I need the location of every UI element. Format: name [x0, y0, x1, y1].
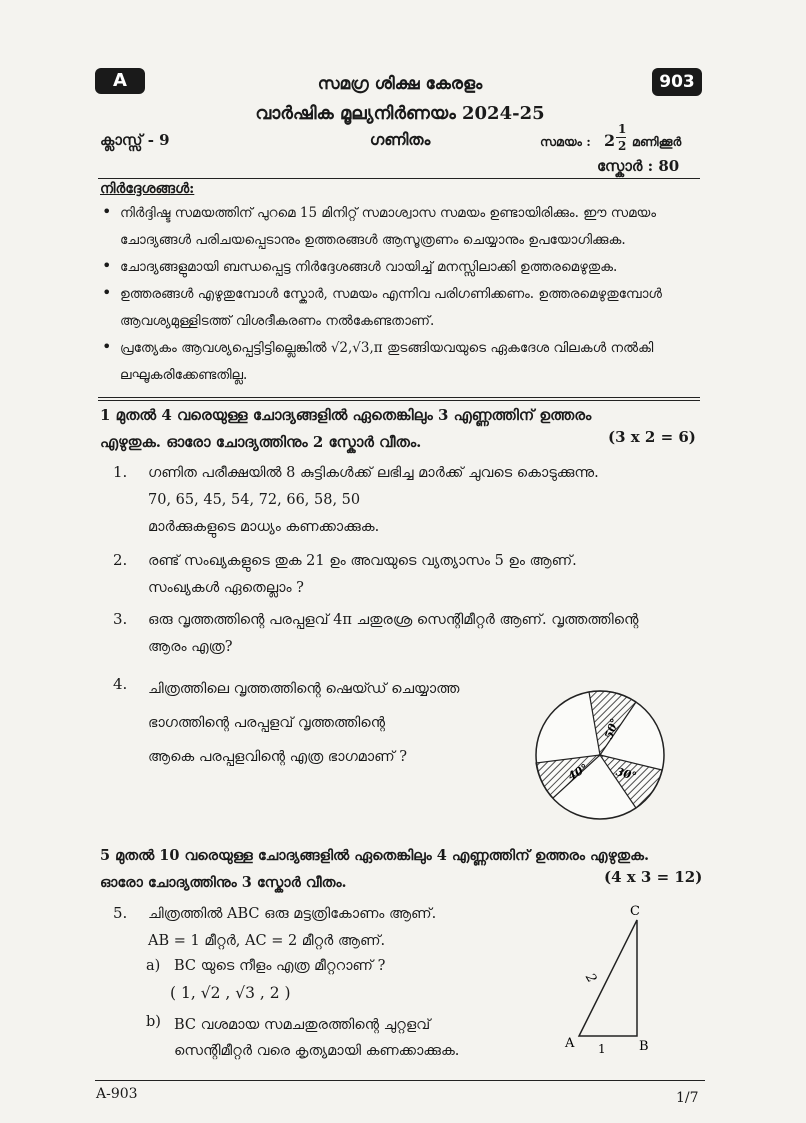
angle-label-40: 40°: [565, 761, 591, 784]
paper-set-badge: A: [95, 68, 145, 94]
instruction-item: • നിർദ്ദിഷ്ട സമയത്തിന് പുറമെ 15 മിനിറ്റ് സമാശ്വാസ സമയം ഉണ്ടായിരിക്കും. ഈ സമയം ചോദ്യങ്ങൾ പരിചയപ്പെടാനും ഉത്തരങ്ങൾ ആസൂത്രണം ചെയ്യാനും ഉപയോഗിക്കുക.: [100, 200, 700, 254]
q5-line2: AB = 1 മീറ്റർ, AC = 2 മീറ്റർ ആണ്.: [148, 933, 386, 949]
footer-code: A-903: [96, 1086, 138, 1102]
section1-marks: (3 x 2 = 6): [608, 428, 696, 446]
q4-line2: ഭാഗത്തിന്റെ പരപ്പളവ് വൃത്തത്തിന്റെ: [148, 715, 386, 731]
q1-number: 1.: [113, 463, 128, 481]
side-ab-label: 1: [598, 1042, 606, 1056]
section2-line2: ഓരോ ചോദ്യത്തിനും 3 സ്കോർ വീതം.: [100, 874, 347, 891]
class-label: ക്ലാസ്സ് - 9: [100, 131, 170, 149]
instructions-divider: [98, 397, 700, 401]
q2-line1: രണ്ട് സംഖ്യകളുടെ തുക 21 ഉം അവയുടെ വ്യത്യാസം 5 ഉം ആണ്.: [148, 553, 577, 569]
q5-line1: ചിത്രത്തിൽ ABC ഒരു മട്ടത്രികോണം ആണ്.: [148, 906, 437, 922]
q4-number: 4.: [113, 675, 128, 693]
q1-text: [148, 460, 708, 541]
q1-data: 70, 65, 45, 54, 72, 66, 58, 50: [148, 492, 361, 508]
q5a-label: a): [146, 958, 161, 974]
q2-text: [148, 548, 708, 602]
q3-number: 3.: [113, 610, 128, 628]
vertex-a: A: [565, 1036, 575, 1051]
q5-text: [148, 901, 528, 955]
exam-title: വാർഷിക മൂല്യനിർണയം 2024-25: [255, 103, 545, 124]
q4-line1: ചിത്രത്തിലെ വൃത്തത്തിന്റെ ഷെയ്ഡ് ചെയ്യാത്ത: [148, 681, 460, 697]
angle-label-30: 30°: [614, 765, 638, 784]
paper-code-badge: 903: [652, 68, 702, 96]
time-unit: മണിക്കൂർ: [632, 134, 682, 149]
q5b-line2: സെന്റിമീറ്റർ വരെ കൃത്യമായി കണക്കാക്കുക.: [174, 1043, 460, 1059]
time-denominator: 2: [618, 139, 627, 153]
time-whole: 2: [604, 131, 616, 150]
q5a-options: ( 1, √2 , √3 , 2 ): [170, 984, 291, 1002]
q3-line1: ഒരു വൃത്തത്തിന്റെ പരപ്പളവ് 4π ചതുരശ്ര സെന്റിമീറ്റർ ആണ്. വൃത്തത്തിന്റെ: [148, 612, 639, 628]
q1-line1: ഗണിത പരീക്ഷയിൽ 8 കുട്ടികൾക്ക് ലഭിച്ച മാർക്ക് ചുവടെ കൊടുക്കുന്നു.: [148, 465, 599, 481]
q4-text: [148, 672, 528, 774]
q2-number: 2.: [113, 551, 128, 569]
max-score: സ്കോർ : 80: [597, 157, 680, 175]
fraction-bar: [616, 137, 626, 138]
footer-divider: [95, 1080, 705, 1081]
angle-label-50: 50°: [602, 716, 622, 741]
instruction-item: • ചോദ്യങ്ങളുമായി ബന്ധപ്പെട്ട നിർദ്ദേശങ്ങൾ വായിച്ച് മനസ്സിലാക്കി ഉത്തരമെഴുതുക.: [100, 254, 700, 281]
section2-line1: 5 മുതൽ 10 വരെയുള്ള ചോദ്യങ്ങളിൽ ഏതെങ്കിലും 4 എണ്ണത്തിന് ഉത്തരം എഴുതുക.: [100, 847, 649, 864]
time-allowed: [540, 122, 705, 160]
q5b-text: [174, 1012, 459, 1064]
section1-line1: 1 മുതൽ 4 വരെയുള്ള ചോദ്യങ്ങളിൽ ഏതെങ്കിലും 3 എണ്ണത്തിന് ഉത്തരം: [100, 406, 592, 424]
q3-text: [148, 607, 708, 661]
q1-line3: മാർക്കുകളുടെ മാധ്യം കണക്കാക്കുക.: [148, 519, 380, 535]
vertex-c: C: [630, 904, 640, 919]
q5b-line1: BC വശമായ സമചതുരത്തിന്റെ ചുറ്റളവ്: [174, 1017, 431, 1033]
side-ac-label: 2: [582, 971, 600, 986]
q3-line2: ആരം എത്ര?: [148, 639, 233, 655]
org-title: സമഗ്ര ശിക്ഷ കേരളം: [317, 74, 483, 94]
header-divider: [98, 178, 700, 179]
q5-triangle-figure: [555, 900, 665, 1060]
time-label: സമയം :: [540, 134, 591, 149]
q4-circle-figure: [530, 680, 670, 830]
section2-marks: (4 x 3 = 12): [604, 868, 703, 886]
instructions-list: [100, 200, 700, 389]
time-numerator: 1: [618, 122, 627, 136]
page-number: 1/7: [676, 1090, 699, 1106]
q5b-label: b): [146, 1014, 161, 1030]
instruction-item: • ഉത്തരങ്ങൾ എഴുതുമ്പോൾ സ്കോർ, സമയം എന്നിവ പരിഗണിക്കണം. ഉത്തരമെഴുതുമ്പോൾ ആവശ്യമുള്ളിടത്ത് വിശദീകരണം നൽകേണ്ടതാണ്.: [100, 281, 700, 335]
q4-line3: ആകെ പരപ്പളവിന്റെ എത്ര ഭാഗമാണ് ?: [148, 749, 408, 765]
section1-line2: എഴുതുക. ഓരോ ചോദ്യത്തിനും 2 സ്കോർ വീതം.: [100, 433, 422, 451]
q5a-text: BC യുടെ നീളം എത്ര മീറ്ററാണ് ?: [174, 958, 386, 974]
vertex-b: B: [639, 1039, 649, 1054]
subject-title: ഗണിതം: [369, 130, 431, 149]
instruction-item: • പ്രത്യേകം ആവശ്യപ്പെട്ടിട്ടില്ലെങ്കിൽ √2,√3,π തുടങ്ങിയവയുടെ ഏകദേശ വിലകൾ നൽകി ലഘൂകരിക്കേണ്ടതില്ല.: [100, 335, 700, 389]
q2-line2: സംഖ്യകൾ ഏതെല്ലാം ?: [148, 580, 304, 596]
q5-number: 5.: [113, 904, 128, 922]
instructions-title: നിർദ്ദേശങ്ങൾ:: [100, 181, 195, 197]
